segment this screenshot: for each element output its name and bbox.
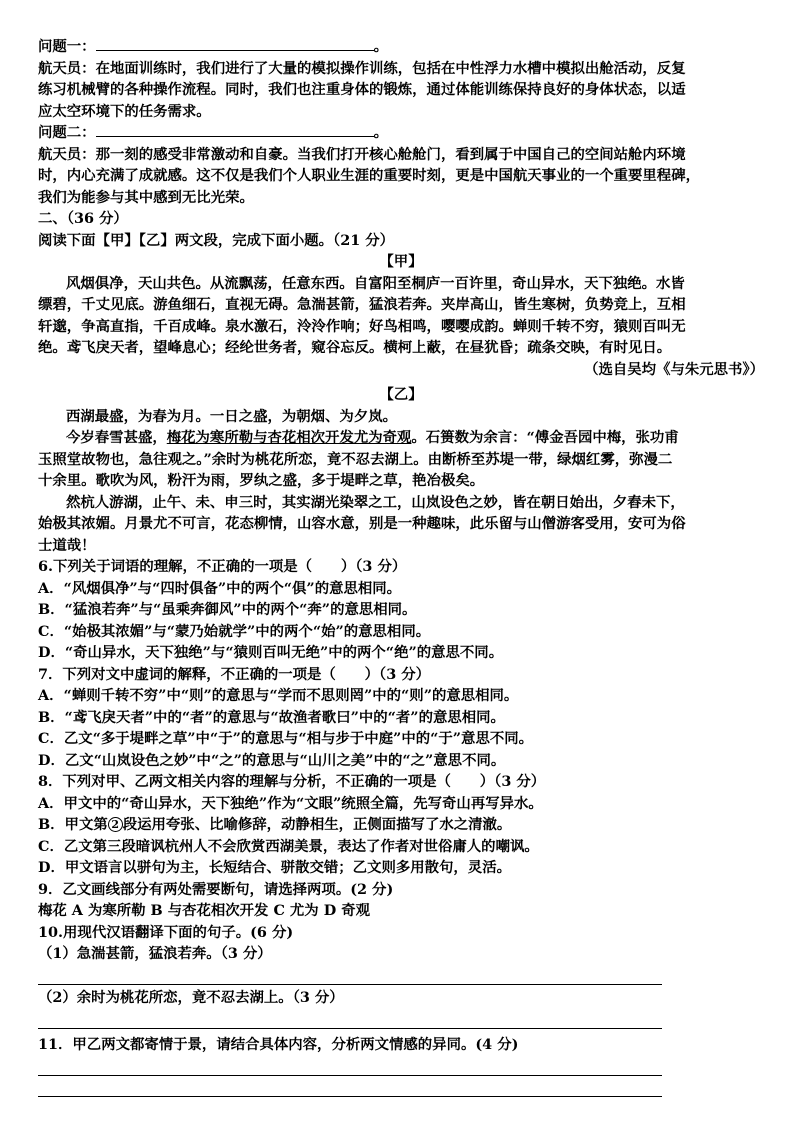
q8-option-c[interactable]: C．乙文第三段暗讽杭州人不会欣赏西湖美景，表达了作者对世俗庸人的嘲讽。 xyxy=(38,837,539,855)
circled-number-icon: 2 xyxy=(108,817,123,832)
q11-answer-space-1 xyxy=(38,1056,764,1075)
q8-stem: 8．下列对甲、乙两文相关内容的理解与分析，不正确的一项是（ ）（3 分） xyxy=(38,773,546,790)
q11-answer-line-2[interactable] xyxy=(38,1096,662,1097)
section-two-intro: 阅读下面【甲】【乙】两文段，完成下面小题。（21 分） xyxy=(38,231,395,249)
answer-two-line-1: 航天员：那一刻的感受非常激动和自豪。当我们打开核心舱舱门，看到属于中国自己的空间站舱内环境 xyxy=(38,145,686,163)
q8-option-b-rest: 段运用夸张、比喻修辞，动静相生，正侧面描写了水之清澈。 xyxy=(122,816,512,833)
question-one-line xyxy=(38,36,764,58)
q10-answer-line-2[interactable] xyxy=(38,1028,662,1029)
text-yi-para-3-line-1: 然杭人游湖，止午、未、申三时，其实湖光染翠之工，山岚设色之妙，皆在朝日始出，夕舂未下， xyxy=(66,493,685,511)
q7-option-c[interactable]: C．乙文“多于堤畔之草”中“于”的意思与“相与步于中庭”中的“于”意思不同。 xyxy=(38,730,534,747)
answer-one-line-1: 航天员：在地面训练时，我们进行了大量的模拟操作训练，包括在中性浮力水槽中模拟出舱活动，反复 xyxy=(38,59,686,77)
question-two-label: 问题二： xyxy=(38,124,96,141)
text-jia-title: 【甲】 xyxy=(379,253,423,270)
q9-choices: 梅花 A 为寒所勒 B 与杏花相次开发 C 尤为 D 奇观 xyxy=(38,902,370,919)
answer-one-line-3: 应太空环境下的任务需求。 xyxy=(38,102,211,120)
q6-option-d[interactable]: D．“奇山异水，天下独绝”与“猿则百叫无绝”中的两个“绝”的意思不同。 xyxy=(38,644,504,661)
q7-option-b[interactable]: B．“鸢飞戾天者”中的“者”的意思与“故渔者歌曰”中的“者”的意思相同。 xyxy=(38,708,505,726)
q10-stem: 10.用现代汉语翻译下面的句子。(6 分) xyxy=(38,923,294,941)
exam-page xyxy=(38,36,764,1097)
q8-option-d[interactable]: D．甲文语言以骈句为主，长短结合、骈散交错；乙文则多用散句，灵活。 xyxy=(38,859,511,876)
text-yi-para-3-line-2: 始极其浓媚。月景尤不可言，花态柳情，山容水意，别是一种趣味，此乐留与山僧游客受用，安可为俗 xyxy=(38,515,686,532)
text-yi-para-1: 西湖最盛，为春为月。一日之盛，为朝烟、为夕岚。 xyxy=(66,407,397,425)
text-yi-para-3-line-3: 士道哉！ xyxy=(38,536,96,554)
question-one-blank[interactable] xyxy=(96,36,374,51)
q11-answer-space-2 xyxy=(38,1076,764,1096)
answer-two-line-2: 时，内心充满了成就感。这不仅是我们个人职业生涯的重要时刻，更是中国航天事业的一个重要里程碑， xyxy=(38,167,700,184)
q8-option-b[interactable] xyxy=(38,814,764,836)
q10-answer-space-2 xyxy=(38,1008,764,1028)
text-jia-line-3: 轩邈，争高直指，千百成峰。泉水激石，泠泠作响；好鸟相鸣，嘤嘤成韵。蝉则千转不穷，猿则百叫无 xyxy=(38,317,686,335)
q6-option-c[interactable]: C．“始极其浓媚”与“蒙乃始就学”中的两个“始”的意思相同。 xyxy=(38,622,431,640)
text-yi-title: 【乙】 xyxy=(379,386,423,403)
q10-answer-line-1[interactable] xyxy=(38,984,662,985)
section-two-heading: 二、（36 分） xyxy=(38,210,128,227)
q8-option-b-start: B．甲文第 xyxy=(38,816,108,833)
answer-one-line-2: 练习机械臂的各种操作流程。同时，我们也注重身体的锻炼，通过体能训练保持良好的身体状态，以适 xyxy=(38,81,686,98)
q7-stem: 7．下列对文中虚词的解释，不正确的一项是（ ）（3 分） xyxy=(38,665,430,683)
text-yi-underlined-phrase: 梅花为寒所勒与杏花相次开发尤为奇观 xyxy=(166,429,412,446)
q9-stem: 9．乙文画线部分有两处需要断句，请选择两项。(2 分) xyxy=(38,880,394,898)
question-two-line xyxy=(38,122,764,144)
text-yi-para-2-line-1 xyxy=(38,427,764,449)
text-jia-line-4: 绝。鸢飞戾天者，望峰息心；经纶世务者，窥谷忘反。横柯上蔽，在昼犹昏；疏条交映，有时见日。 xyxy=(38,339,672,356)
question-two-end: 。 xyxy=(373,124,388,141)
question-two-blank[interactable] xyxy=(96,122,374,137)
q7-option-a[interactable]: A．“蝉则千转不穷”中“则”的意思与“学而不思则罔”中的“则”的意思相同。 xyxy=(38,687,519,704)
q7-option-d[interactable]: D．乙文“山岚设色之妙”中“之”的意思与“山川之美”中的“之”意思不同。 xyxy=(38,751,506,769)
q10-sentence-1: （1）急湍甚箭，猛浪若奔。（3 分） xyxy=(38,945,272,962)
text-yi-para-2-line-3: 十余里。歌吹为风，粉汗为雨，罗纨之盛，多于堤畔之草，艳冶极矣。 xyxy=(38,472,485,489)
text-yi-para-2-start: 今岁春雪甚盛， xyxy=(66,429,167,446)
q10-sentence-2: （2）余时为桃花所恋，竟不忍去湖上。（3 分） xyxy=(38,988,344,1006)
text-jia-line-2: 缥碧，千丈见底。游鱼细石，直视无碍。急湍甚箭，猛浪若奔。夹岸高山，皆生寒树，负势竞上，互相 xyxy=(38,296,686,313)
text-yi-para-2-line-2: 玉照堂故物也，急往观之。”余时为桃花所恋，竟不忍去湖上。由断桥至苏堤一带，绿烟红雾，弥漫二 xyxy=(38,450,673,468)
q6-option-a[interactable]: A．“风烟俱净”与“四时俱备”中的两个“俱”的意思相同。 xyxy=(38,579,402,597)
q10-answer-space-1 xyxy=(38,965,764,984)
answer-two-line-3: 我们为能参与其中感到无比光荣。 xyxy=(38,188,254,206)
question-one-end: 。 xyxy=(373,38,388,55)
q11-stem: 11．甲乙两文都寄情于景，请结合具体内容，分析两文情感的异同。(4 分) xyxy=(38,1036,519,1053)
text-jia-source: （选自吴均《与朱元思书》） xyxy=(584,360,764,378)
q6-stem: 6.下列关于词语的理解，不正确的一项是（ ）（3 分） xyxy=(38,558,407,575)
text-jia-line-1: 风烟俱净，天山共色。从流飘荡，任意东西。自富阳至桐庐一百许里，奇山异水，天下独绝。水皆 xyxy=(66,274,685,292)
text-yi-para-2-rest: 。石篑数为余言：“傅金吾园中梅，张功甫 xyxy=(411,429,679,446)
q8-option-a[interactable]: A．甲文中的“奇山异水，天下独绝”作为“文眼”统照全篇，先写奇山再写异水。 xyxy=(38,794,543,812)
q6-option-b[interactable]: B．“猛浪若奔”与“虽乘奔御风”中的两个“奔”的意思相同。 xyxy=(38,601,417,618)
question-one-label: 问题一： xyxy=(38,38,96,55)
